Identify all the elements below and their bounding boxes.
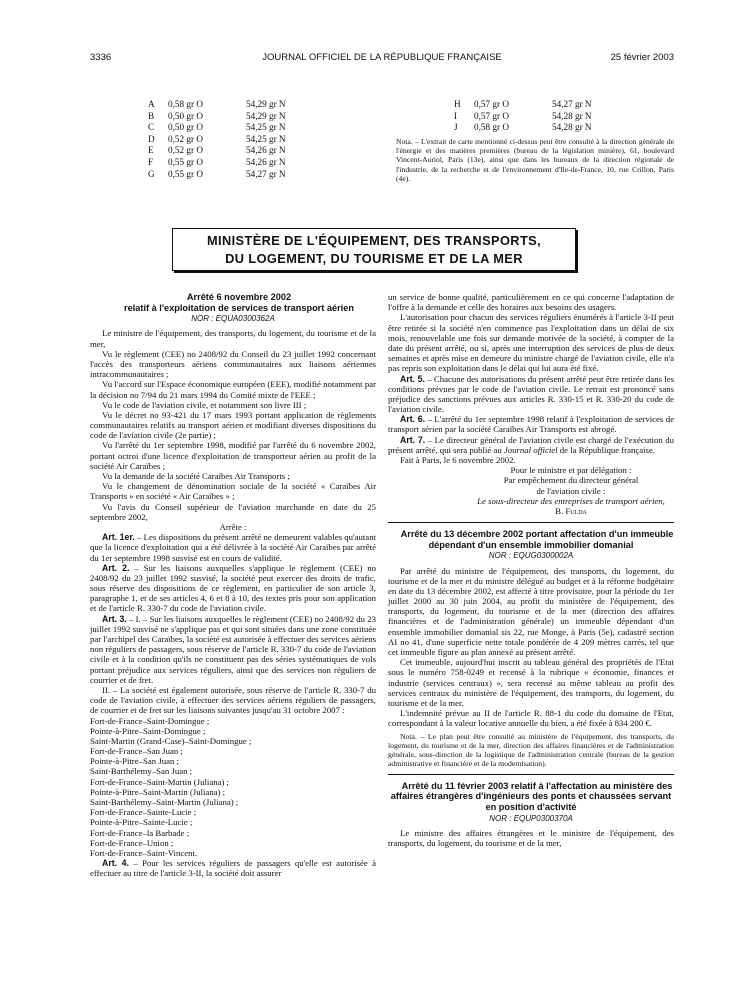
article-1: Art. 1er. – Les dispositions du présent arrêté ne demeurent valables qu'autant que la licence d'exploitation qui a été délivrée à la société Air Caraïbes par arrêté du 1er septembre 1998 susvisé est en cours de validité. bbox=[90, 532, 376, 563]
route-item: Fort-de-France–Sainte-Lucie ; bbox=[90, 807, 197, 818]
visas-list bbox=[90, 328, 376, 522]
coordinate-row bbox=[148, 134, 286, 146]
decree-2-nota: Nota. – Le plan peut être consulté au ministère de l'équipement, des transports, du logement, du tourisme et de la mer, direction des affaires financières et de l'administration générale, sous-direction de la logistique de l'administration centrale (bureau de la gestion administrative et financière et de la modernisation). bbox=[388, 731, 674, 768]
route-item: Fort-de-France–Saint-Vincent. bbox=[90, 847, 198, 858]
visa-paragraph: Vu le règlement (CEE) no 2408/92 du Conseil du 23 juillet 1992 concernant l'accès des transporteurs aériens communautaires aux liaisons aériennes intracommunautaires ; bbox=[90, 348, 376, 380]
page-number: 3336 bbox=[90, 52, 112, 63]
coordinate-row bbox=[148, 157, 286, 169]
route-item: Pointe-à-Pitre–San Juan ; bbox=[90, 756, 179, 767]
article-2: Art. 2. – Sur les liaisons auxquelles s'applique le règlement (CEE) no 2408/92 du 23 juillet 1992 susvisé, la société peut exercer des droits de trafic, sous réserve des dispositions de ce règlement, en particulier de son article 3, paragraphe 1, et de ses articles 4, 6 et 8 à 10, des textes pris pour son application et de l'article R. 330-7 du code de l'aviation civile. bbox=[90, 562, 376, 614]
route-item: Fort-de-France–Saint-Domingue ; bbox=[90, 715, 210, 726]
decree-title: Arrêté 6 novembre 2002 bbox=[186, 292, 292, 302]
longitude: 0,55 gr O bbox=[168, 156, 203, 167]
visa-paragraph: Vu l'avis du Conseil supérieur de l'aviation marchande en date du 25 septembre 2002, bbox=[90, 501, 376, 522]
coordinate-row bbox=[148, 99, 286, 111]
journal-title: JOURNAL OFFICIEL DE LA RÉPUBLIQUE FRANÇAISE bbox=[262, 52, 502, 63]
separator-2 bbox=[388, 774, 674, 775]
coordinate-row bbox=[454, 99, 592, 111]
point-label: B bbox=[148, 110, 155, 121]
longitude: 0,55 gr O bbox=[168, 168, 203, 179]
article-4-cont: un service de bonne qualité, particulièrement en ce qui concerne l'adaptation de l'offre à la demande et celle des horaires aux besoins des usagers. bbox=[388, 292, 674, 313]
decree-3-p1: Le ministre des affaires étrangères et le ministre de l'équipement, des transports, du logement, du tourisme et de la mer, bbox=[388, 827, 674, 849]
longitude: 0,57 gr O bbox=[474, 110, 509, 121]
visa-paragraph: Vu l'arrêté du 1er septembre 1998, modifié par l'arrêté du 6 novembre 2002, portant octroi d'une licence d'exploitation de transporteur aérien au profit de la société Air Caraïbes ; bbox=[90, 440, 376, 471]
coordinate-row bbox=[148, 169, 286, 181]
left-column bbox=[90, 292, 376, 879]
route-item: Saint-Martin (Grand-Case)–Saint-Domingue ; bbox=[90, 735, 252, 746]
route-item: Fort-de-France–San Juan ; bbox=[90, 746, 183, 757]
coordinate-row bbox=[148, 145, 286, 157]
decree-2-nor: NOR : EQUG0300002A bbox=[488, 551, 574, 561]
coordinate-row bbox=[148, 111, 286, 123]
point-label: D bbox=[148, 133, 155, 144]
visa-paragraph: Vu le code de l'aviation civile, et notamment son livre III ; bbox=[102, 399, 307, 410]
route-item: Saint-Barthélemy–San Juan ; bbox=[90, 766, 193, 777]
decree-2-p3: L'indemnité prévue au II de l'article R. 88-1 du code du domaine de l'Etat, correspondant à la valeur locative annuelle du bien, a été fixée à 834 200 €. bbox=[388, 708, 674, 729]
latitude: 54,29 gr N bbox=[246, 99, 286, 109]
visa-paragraph: Vu l'accord sur l'Espace économique européen (EEE), modifié notamment par la décision no 7/94 du 21 mars 1994 du Comité mixte de l'EEE ; bbox=[90, 379, 376, 400]
coordinates-table-right bbox=[454, 99, 592, 134]
latitude: 54,25 gr N bbox=[246, 133, 286, 144]
visa-paragraph: Le ministre de l'équipement, des transports, du logement, du tourisme et de la mer, bbox=[90, 328, 376, 349]
route-item: Pointe-à-Pitre–Sainte-Lucie ; bbox=[90, 817, 193, 828]
ministry-line-2: DU LOGEMENT, DU TOURISME ET DE LA MER bbox=[225, 251, 523, 266]
route-item: Fort-de-France–la Barbade ; bbox=[90, 827, 190, 838]
longitude: 0,50 gr O bbox=[168, 110, 203, 121]
route-item: Pointe-à-Pitre–Saint-Martin (Juliana) ; bbox=[90, 786, 226, 797]
article-5: Art. 5. – Chacune des autorisations du présent arrêté peut être retirée dans les conditions prévues par le code de l'aviation civile. Le retrait est prononcé sans préjudice des sanctions prévues aux articles R. 330-15 et R. 330-20 du code de l'aviation civile. bbox=[388, 373, 674, 415]
route-item: Fort-de-France–Saint-Martin (Juliana) ; bbox=[90, 776, 229, 787]
latitude: 54,28 gr N bbox=[552, 122, 592, 133]
separator bbox=[388, 522, 674, 523]
latitude: 54,26 gr N bbox=[246, 145, 286, 156]
point-label: E bbox=[148, 145, 154, 156]
decree-3-nor: NOR : EQUP0300370A bbox=[489, 813, 573, 823]
ministry-line-1: MINISTÈRE DE L'ÉQUIPEMENT, DES TRANSPORTS, bbox=[206, 233, 542, 248]
article-4: Art. 4. – Pour les services réguliers de passagers qu'elle est autorisée à effectuer au titre de l'article 3-II, la société doit assurer bbox=[90, 858, 376, 879]
point-label: C bbox=[148, 122, 155, 133]
longitude: 0,58 gr O bbox=[474, 122, 509, 133]
latitude: 54,28 gr N bbox=[552, 110, 592, 121]
point-label: J bbox=[454, 122, 458, 133]
decree-subtitle: relatif à l'exploitation de services de transport aérien bbox=[124, 302, 354, 313]
right-column bbox=[388, 292, 674, 848]
point-label: F bbox=[148, 156, 154, 167]
longitude: 0,52 gr O bbox=[168, 145, 203, 156]
route-item: Fort-de-France–Union ; bbox=[90, 837, 174, 848]
coordinate-row bbox=[454, 122, 592, 134]
coordinate-row bbox=[454, 111, 592, 123]
decree-nor: NOR : EQUA0300362A bbox=[191, 314, 275, 324]
issue-date: 25 février 2003 bbox=[610, 52, 674, 63]
latitude: 54,29 gr N bbox=[246, 110, 286, 121]
visa-paragraph: Vu le décret no 93-421 du 17 mars 1993 portant application de règlements communautaires relatifs au transport aérien et modifiant diverses dispositions du code de l'aviation civile (2e partie) ; bbox=[90, 409, 376, 441]
point-label: I bbox=[454, 110, 458, 121]
routes-list bbox=[90, 716, 376, 859]
coordinate-row bbox=[148, 122, 286, 134]
point-label: G bbox=[148, 168, 155, 179]
longitude: 0,57 gr O bbox=[474, 99, 509, 109]
ministry-banner bbox=[172, 228, 576, 271]
signatory: B. Fulda bbox=[555, 505, 587, 516]
latitude: 54,27 gr N bbox=[552, 99, 592, 109]
article-4-p2: L'autorisation pour chacun des services réguliers énumérés à l'article 3-II peut être retirée si la société n'en commence pas l'exploitation dans un délai de six mois, renouvelable une fois sur demande motivée de la société, à compter de la date du présent arrêté, ou si, après une interruption des services de plus de deux semaines et après mise en demeure du ministre chargé de l'aviation civile, elle n'a pas repris son exploitation dans le délai qui lui aura été fixé. bbox=[388, 312, 674, 374]
route-item: Saint-Barthélemy–Saint-Martin (Juliana) ; bbox=[90, 797, 239, 807]
longitude: 0,52 gr O bbox=[168, 133, 203, 144]
longitude: 0,50 gr O bbox=[168, 122, 203, 133]
arrete-label: Arrête : bbox=[219, 521, 247, 532]
signature-block: Pour le ministre et par délégation : Par empêchement du directeur général de l'aviation civile : Le sous-directeur des entreprises de transport aérien, B. Fulda bbox=[468, 465, 674, 516]
decree-2-p2: Cet immeuble, aujourd'hui inscrit au tableau général des propriétés de l'Etat sous le numéro 758-0249 et recensé à la rubrique « économie, finances et industrie (services centraux) », sera recensé au même tableau au profit des services centraux du ministère de l'équipement, des transports, du logement, du tourisme et de la mer. bbox=[388, 657, 674, 708]
coordinates-table-left bbox=[148, 99, 286, 180]
decree-2-p1: Par arrêté du ministre de l'équipement, des transports, du logement, du tourisme et de la mer et du ministre délégué au budget et à la réforme budgétaire en date du 13 décembre 2002, est affecté à titre provisoire, pour la période du 1er juillet 2000 au 30 juin 2004, au profit du ministère de l'équipement, des transports, du logement, du tourisme et de la mer (direction des affaires financières et de l'administration générale) un immeuble dépendant d'un ensemble immobilier domanial sis 22, rue Monge, à Paris (5e), cadastré section AI no 41, d'une superficie nette totale pondérée de 4 209 mètres carrés, tel que cet immeuble figure au plan annexé au présent arrêté. bbox=[388, 565, 674, 657]
latitude: 54,26 gr N bbox=[246, 156, 286, 167]
latitude: 54,27 gr N bbox=[246, 168, 286, 179]
article-7: Art. 7. – Le directeur général de l'aviation civile est chargé de l'exécution du présent arrêté, qui sera publié au Journal officiel de la République française. bbox=[388, 434, 674, 455]
point-label: A bbox=[148, 99, 155, 109]
point-label: H bbox=[454, 99, 461, 109]
fait-a-paris: Fait à Paris, le 6 novembre 2002. bbox=[400, 455, 516, 465]
decree-3-title: Arrêté du 11 février 2003 relatif à l'affectation au ministère des affaires étrangères d'ingénieurs des ponts et chaussées servant en position d'activité bbox=[390, 780, 673, 813]
visa-paragraph: Vu le changement de dénomination sociale de la société « Caraïbes Air Transports » en société « Air Caraïbes » ; bbox=[90, 481, 376, 502]
longitude: 0,58 gr O bbox=[168, 99, 203, 109]
latitude: 54,25 gr N bbox=[246, 122, 286, 133]
route-item: Pointe-à-Pitre–Saint-Domingue ; bbox=[90, 725, 206, 736]
article-6: Art. 6. – L'arrêté du 1er septembre 1998 relatif à l'exploitation de services de transport aérien par la société Caraïbes Air Transports est abrogé. bbox=[388, 414, 674, 435]
nota-map-extract: Nota. – L'extrait de carte mentionné ci-dessus peut être consulté à la direction générale de l'énergie et des matières premières (bureau de la législation minière), 61, boulevard Vincent-Auriol, Paris (13e), ainsi que dans les bureaux de la direction régionale de l'industrie, de la recherche et de l'environnement d'Ile-de-France, 10, rue Crillon, Paris (4e). bbox=[396, 137, 674, 183]
decree-2-title: Arrêté du 13 décembre 2002 portant affectation d'un immeuble dépendant d'un ensemble immobilier domanial bbox=[400, 529, 674, 550]
article-3: Art. 3. – I. – Sur les liaisons auxquelles le règlement (CEE) no 2408/92 du 23 juillet 1992 susvisé ne s'applique pas et qui sont situées dans une zone constituée par l'archipel des Caraïbes, la société est autorisée à effectuer des services aériens non réguliers de passagers, sous réserve de l'article R. 330-7 du code de l'aviation civile et à la condition qu'ils ne constituent pas des séries systématiques de vols portant préjudice aux services réguliers, ainsi que des services non réguliers de courrier et de fret. bbox=[90, 613, 376, 685]
article-3-ii: II. – La société est également autorisée, sous réserve de l'article R. 330-7 du code de l'aviation civile, à effectuer des services aériens réguliers de passagers, de courrier et de fret sur les liaisons suivantes jusqu'au 31 octobre 2007 : bbox=[90, 684, 376, 716]
visa-paragraph: Vu la demande de la société Caraïbes Air Transports ; bbox=[102, 471, 290, 481]
